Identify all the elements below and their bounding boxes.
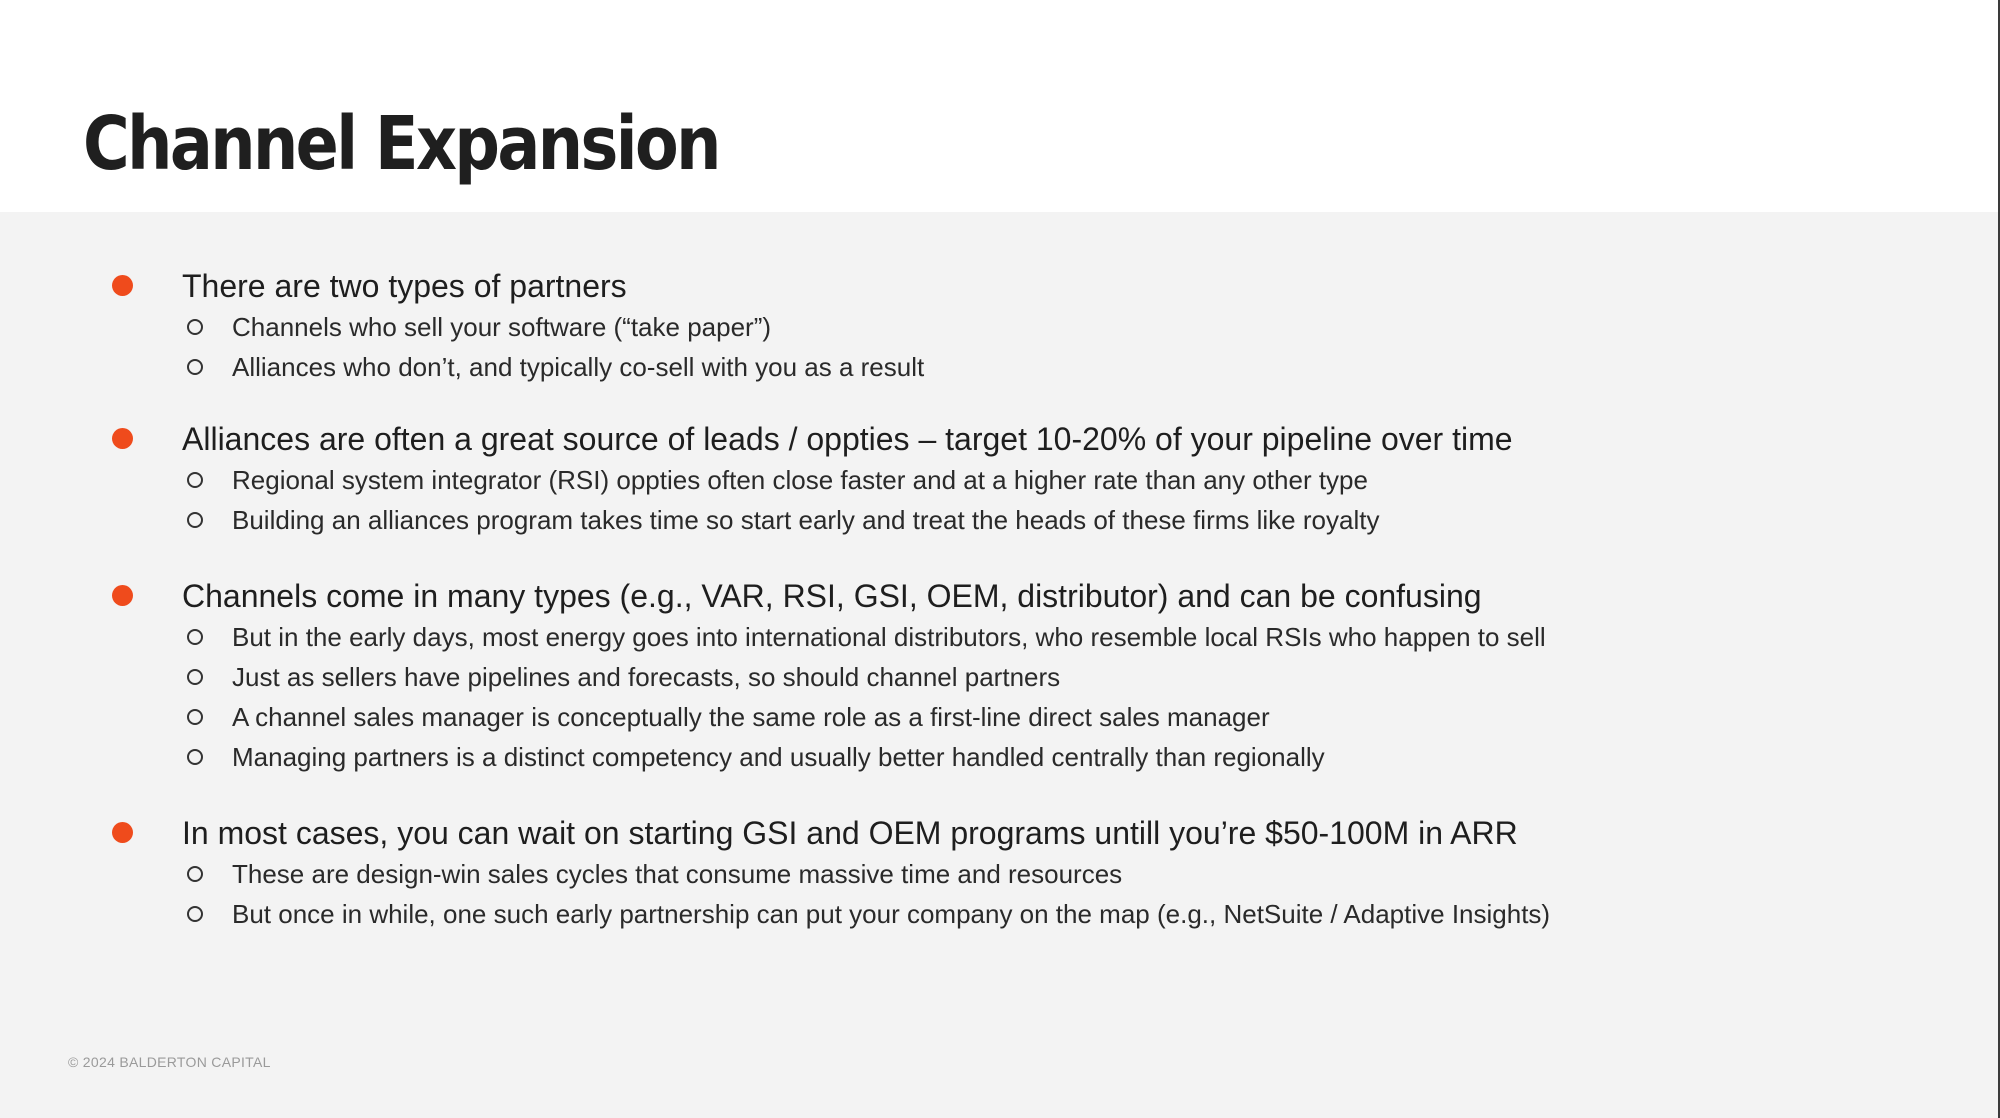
bullet-text: Channels come in many types (e.g., VAR, RSI, GSI, OEM, distributor) and can be confusing [182, 578, 1482, 614]
bullet-item [0, 264, 1998, 310]
sub-bullet-circle-icon [187, 669, 203, 685]
bullet-dot-icon [112, 275, 133, 296]
sub-bullet-circle-icon [187, 319, 203, 335]
bullet-text: Alliances are often a great source of leads / oppties – target 10-20% of your pipeline over time [182, 421, 1513, 457]
sub-bullet-item [0, 620, 1998, 660]
sub-bullet-circle-icon [187, 749, 203, 765]
bullet-text: In most cases, you can wait on starting GSI and OEM programs untill you’re $50-100M in ARR [182, 815, 1518, 851]
bullet-dot-icon [112, 585, 133, 606]
bullet-dot-icon [112, 822, 133, 843]
sub-bullet-circle-icon [187, 359, 203, 375]
bullet-group-alliances [0, 417, 1998, 543]
sub-bullet-text: Alliances who don’t, and typically co-sell with you as a result [232, 352, 925, 382]
sub-bullet-item [0, 350, 1998, 390]
sub-bullet-item [0, 740, 1998, 780]
sub-bullet-item [0, 503, 1998, 543]
sub-bullet-text: These are design-win sales cycles that consume massive time and resources [232, 859, 1123, 889]
sub-bullet-text: A channel sales manager is conceptually the same role as a first-line direct sales manager [232, 702, 1270, 732]
sub-bullet-text: Just as sellers have pipelines and forecasts, so should channel partners [232, 662, 1061, 692]
bullet-item [0, 574, 1998, 620]
bullet-item [0, 811, 1998, 857]
bullet-group-partner-types [0, 264, 1998, 390]
slide-body [0, 212, 1998, 1118]
sub-bullet-circle-icon [187, 866, 203, 882]
bullet-item [0, 417, 1998, 463]
sub-bullet-text: Regional system integrator (RSI) oppties often close faster and at a higher rate than any other type [232, 465, 1368, 495]
sub-bullet-text: Building an alliances program takes time so start early and treat the heads of these firms like royalty [232, 505, 1380, 535]
bullet-group-gsi-oem [0, 811, 1998, 937]
slide-header [0, 0, 1998, 212]
sub-bullet-circle-icon [187, 512, 203, 528]
copyright-footer: © 2024 BALDERTON CAPITAL [68, 1054, 271, 1070]
sub-bullet-circle-icon [187, 472, 203, 488]
bullet-group-channel-types [0, 574, 1998, 780]
bullet-text: There are two types of partners [182, 268, 627, 304]
sub-bullet-item [0, 857, 1998, 897]
sub-bullet-text: Managing partners is a distinct competency and usually better handled centrally than regionally [232, 742, 1325, 772]
sub-bullet-item [0, 463, 1998, 503]
sub-bullet-text: Channels who sell your software (“take paper”) [232, 312, 772, 342]
sub-bullet-circle-icon [187, 629, 203, 645]
sub-bullet-item [0, 310, 1998, 350]
sub-bullet-text: But once in while, one such early partnership can put your company on the map (e.g., NetSuite / Adaptive Insights) [232, 899, 1551, 929]
sub-bullet-text: But in the early days, most energy goes into international distributors, who resemble local RSIs who happen to sell [232, 622, 1546, 652]
sub-bullet-item [0, 897, 1998, 937]
sub-bullet-circle-icon [187, 709, 203, 725]
sub-bullet-item [0, 660, 1998, 700]
slide-title: Channel Expansion [83, 101, 719, 187]
sub-bullet-circle-icon [187, 906, 203, 922]
bullet-dot-icon [112, 428, 133, 449]
sub-bullet-item [0, 700, 1998, 740]
